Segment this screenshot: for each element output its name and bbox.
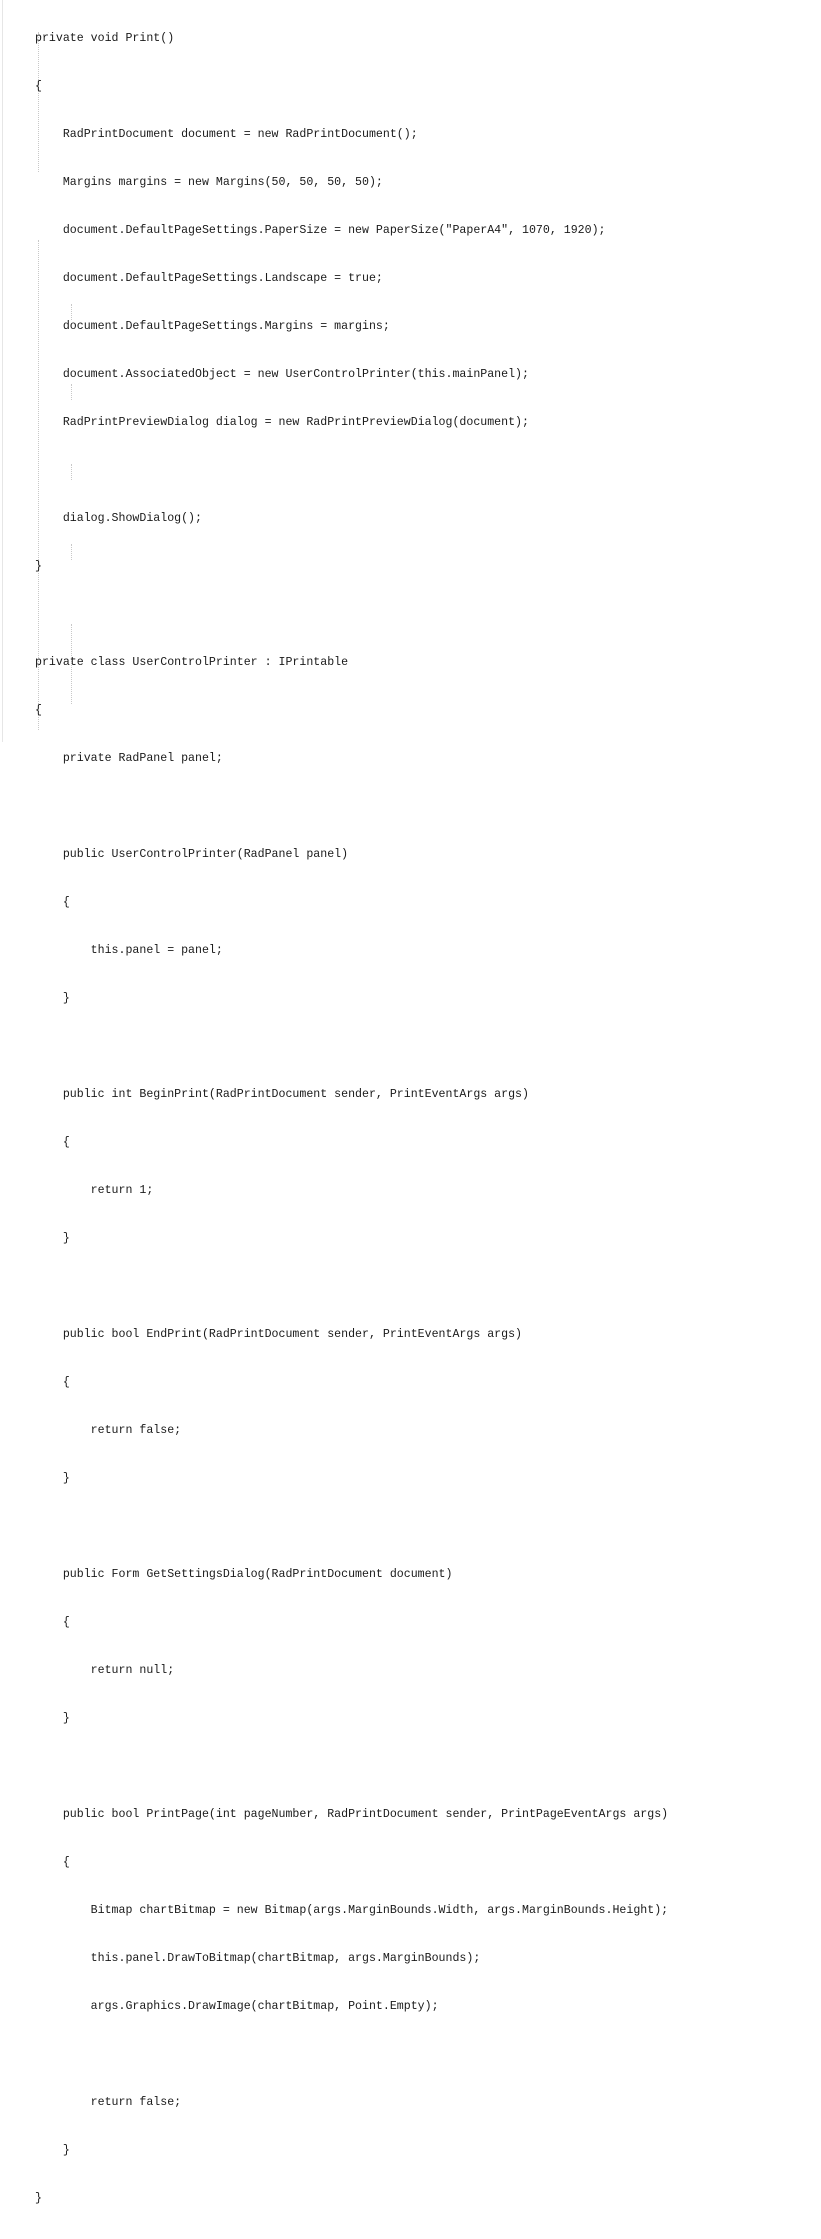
code-line: this.panel = panel; — [35, 944, 223, 957]
code-line: } — [35, 1472, 70, 1485]
code-line: return false; — [35, 2096, 182, 2109]
code-line: dialog.ShowDialog(); — [35, 512, 202, 525]
code-line: } — [35, 2192, 42, 2205]
code-line: RadPrintPreviewDialog dialog = new RadPrintPreviewDialog(document); — [35, 416, 529, 429]
code-line: document.DefaultPageSettings.PaperSize = new PaperSize("PaperA4", 1070, 1920); — [35, 224, 606, 237]
code-line — [35, 1759, 668, 1775]
code-line: document.DefaultPageSettings.Margins = margins; — [35, 320, 390, 333]
code-line: private RadPanel panel; — [35, 752, 223, 765]
code-line: { — [35, 896, 70, 909]
code-line — [35, 799, 668, 815]
code-line — [35, 1279, 668, 1295]
code-line: public int BeginPrint(RadPrintDocument sender, PrintEventArgs args) — [35, 1088, 529, 1101]
code-line — [35, 1519, 668, 1535]
code-line: { — [35, 1616, 70, 1629]
code-line — [35, 2047, 668, 2063]
code-line: } — [35, 992, 70, 1005]
code-line: public Form GetSettingsDialog(RadPrintDocument document) — [35, 1568, 453, 1581]
code-line: { — [35, 1136, 70, 1149]
code-line: { — [35, 80, 42, 93]
code-line: private class UserControlPrinter : IPrintable — [35, 656, 349, 669]
code-block — [35, 0, 668, 2239]
code-line: { — [35, 704, 42, 717]
code-line: Bitmap chartBitmap = new Bitmap(args.MarginBounds.Width, args.MarginBounds.Height); — [35, 1904, 669, 1917]
code-line: } — [35, 1232, 70, 1245]
code-line: { — [35, 1376, 70, 1389]
code-line: args.Graphics.DrawImage(chartBitmap, Point.Empty); — [35, 2000, 439, 2013]
code-line: document.DefaultPageSettings.Landscape = true; — [35, 272, 383, 285]
left-border — [2, 0, 3, 742]
code-line: public bool EndPrint(RadPrintDocument sender, PrintEventArgs args) — [35, 1328, 523, 1341]
code-line: RadPrintDocument document = new RadPrintDocument(); — [35, 128, 418, 141]
code-line: } — [35, 1712, 70, 1725]
code-line: public bool PrintPage(int pageNumber, RadPrintDocument sender, PrintPageEventArgs args) — [35, 1808, 669, 1821]
code-line: return 1; — [35, 1184, 154, 1197]
code-line: return null; — [35, 1664, 175, 1677]
code-line — [35, 607, 668, 623]
code-line: } — [35, 2144, 70, 2157]
code-line: Margins margins = new Margins(50, 50, 50, 50); — [35, 176, 383, 189]
code-line: } — [35, 560, 42, 573]
code-line — [35, 1039, 668, 1055]
code-line: public UserControlPrinter(RadPanel panel) — [35, 848, 349, 861]
code-line: return false; — [35, 1424, 182, 1437]
code-line — [35, 463, 668, 479]
code-line: document.AssociatedObject = new UserControlPrinter(this.mainPanel); — [35, 368, 529, 381]
code-line: { — [35, 1856, 70, 1869]
code-line: private void Print() — [35, 32, 175, 45]
code-line: this.panel.DrawToBitmap(chartBitmap, args.MarginBounds); — [35, 1952, 481, 1965]
